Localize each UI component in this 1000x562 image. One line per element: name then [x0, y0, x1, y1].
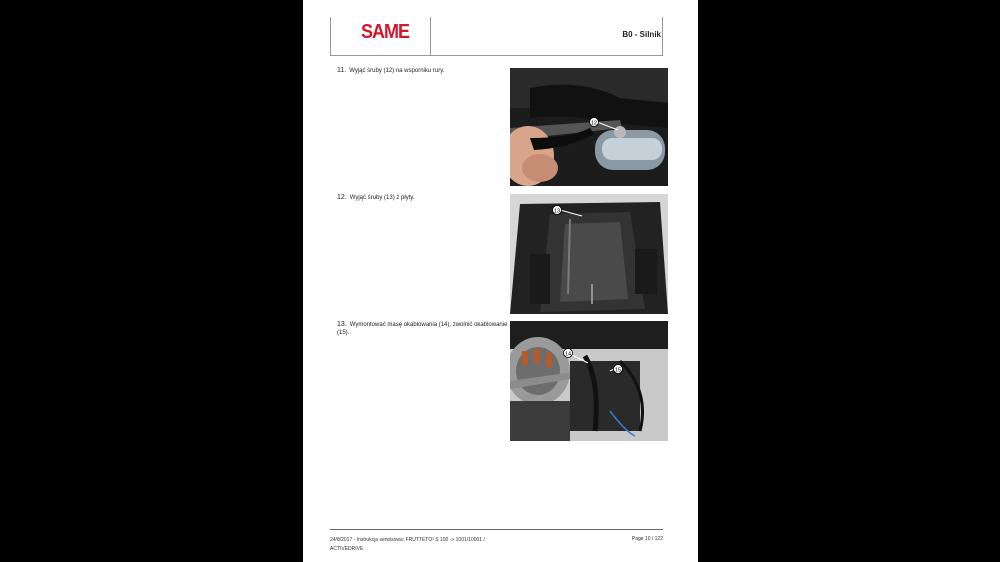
step-text: Wyjąć śruby (12) na wsporniku rury.: [349, 68, 445, 74]
photo-step-12: [510, 194, 668, 314]
step-12: [337, 194, 509, 202]
step-number: 13.: [337, 321, 347, 328]
header-divider: [430, 17, 431, 55]
step-number: 12.: [337, 194, 347, 201]
header-border-bottom: [330, 55, 663, 56]
step-13: [337, 321, 509, 337]
page-number: Page 10 / 122: [631, 536, 663, 542]
footer-line-1: 24/8/2017 - Instrukcja serwisowa: FRUTTETO³ S 100 -> 1001/10001 /: [330, 537, 485, 543]
photo-step-11: [510, 68, 668, 186]
step-11: [337, 67, 509, 75]
document-page: [303, 0, 698, 562]
footer-rule: [330, 529, 663, 530]
callout-14: 14: [564, 351, 572, 358]
photo-step-13: [510, 321, 668, 441]
header-border-right: [662, 17, 663, 55]
footer-line-2: ACTIVEDRIVE: [330, 546, 364, 552]
callout-13: 13: [553, 208, 561, 215]
header-border-left: [330, 17, 331, 55]
same-logo: SAME: [361, 19, 410, 43]
callout-15: 15: [614, 367, 622, 374]
step-number: 11.: [337, 67, 347, 74]
footer-info: [330, 536, 510, 554]
step-text: Wymontować masę okablowania (14), zwolnić okablowanie (15).: [337, 322, 508, 336]
section-title: B0 - Silnik: [622, 30, 661, 39]
step-text: Wyjąć śruby (13) z płyty.: [349, 195, 415, 201]
callout-12: 12: [590, 120, 598, 127]
